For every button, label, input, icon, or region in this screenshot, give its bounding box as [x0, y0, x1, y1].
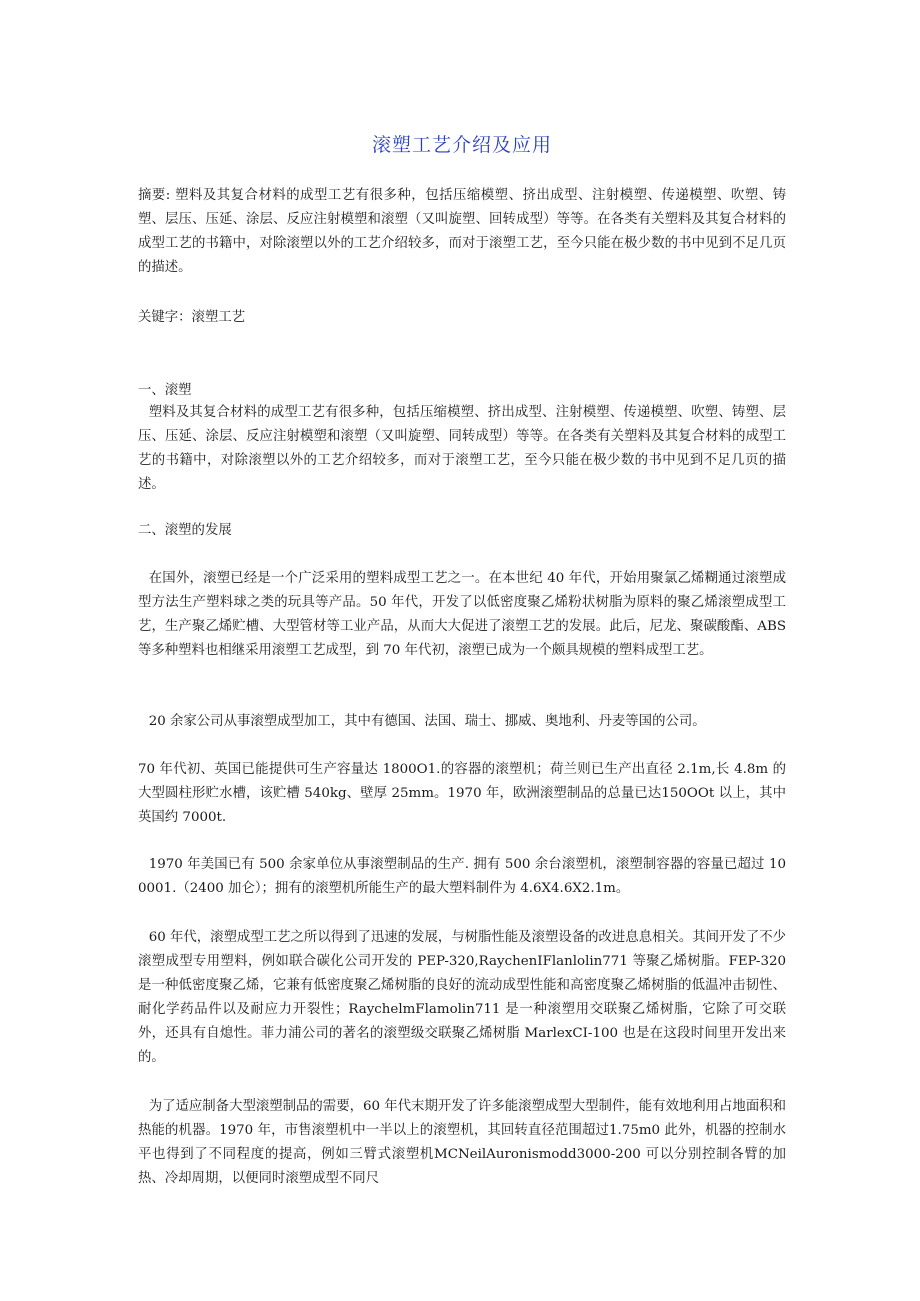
section-1-paragraph: 塑料及其复合材料的成型工艺有很多种，包括压缩模塑、挤出成型、注射模塑、传递模塑、吹塑、铸塑、层压、压延、涂层、反应注射模塑和滚塑（又叫旋塑、同转成型）等等。在各类有关塑料及其复合材料的成型工艺的书籍中，对除滚塑以外的工艺介绍较多，而对于滚塑工艺，至今只能在极少数的书中见到不足几页的描述。 — [138, 405, 786, 492]
development-paragraph-1: 在国外，滚塑已经是一个广泛采用的塑料成型工艺之一。在本世纪 40 年代，开始用聚氯乙烯糊通过滚塑成型方法生产塑料球之类的玩具等产品。50 年代，开发了以低密度聚乙烯粉状树脂为原料的聚乙烯滚塑成型工艺，生产聚乙烯贮槽、大型管材等工业产品，从而大大促进了滚塑工艺的发展。此后，尼龙、聚碳酸酯、ABS 等多种塑料也相继采用滚塑工艺成型，到 70 年代初，滚塑已成为一个颇具规模的塑料成型工艺。 — [138, 571, 786, 658]
section-heading-1: 一、滚塑 — [138, 383, 192, 398]
keywords-line: 关键字：滚塑工艺 — [138, 310, 246, 325]
abstract-paragraph: 摘要: 塑料及其复合材料的成型工艺有很多种，包括压缩模塑、挤出成型、注射模塑、传递模塑、吹塑、铸塑、层压、压延、涂层、反应注射模塑和滚塑（又叫旋塑、回转成型）等等。在各类有关塑料及其复合材料的成型工艺的书籍中，对除滚塑以外的工艺介绍较多，而对于滚塑工艺，至今只能在极少数的书中见到不足几页的描述。 — [138, 188, 786, 275]
development-paragraph-4: 1970 年美国已有 500 余家单位从事滚塑制品的生产. 拥有 500 余台滚塑机，滚塑制容器的容量已超过 100001.（2400 加仑）；拥有的滚塑机所能生产的最大塑料制件为 4.6X4.6X2.1m。 — [138, 857, 786, 896]
section-heading-2: 二、滚塑的发展 — [138, 523, 232, 538]
document-title: 滚塑工艺介绍及应用 — [371, 134, 552, 156]
development-paragraph-3: 70 年代初、英国已能提供可生产容量达 1800O1.的容器的滚塑机；荷兰则已生产出直径 2.1m,长 4.8m 的大型圆柱形贮水槽，该贮槽 540kg、壁厚 25mm。1970 年，欧洲滚塑制品的总量已达150OOt 以上，其中英国约 7000t. — [138, 762, 786, 825]
development-paragraph-2: 20 余家公司从事滚塑成型加工，其中有德国、法国、瑞士、挪威、奥地利、丹麦等国的公司。 — [148, 714, 706, 729]
development-paragraph-6: 为了适应制备大型滚塑制品的需要，60 年代末期开发了许多能滚塑成型大型制件，能有效地利用占地面积和热能的机器。1970 年，市售滚塑机中一半以上的滚塑机，其回转直径范围超过1.75m0 此外，机器的控制水平也得到了不同程度的提高，例如三臂式滚塑机MCNeilAuronismodd3000-200 可以分别控制各臂的加热、冷却周期，以便同时滚塑成型不同尺 — [138, 1099, 786, 1186]
development-paragraph-5: 60 年代，滚塑成型工艺之所以得到了迅速的发展，与树脂性能及滚塑设备的改进息息相关。其间开发了不少滚塑成型专用塑料，例如联合碳化公司开发的 PEP-320,RaychenIFlanlolin771 等聚乙烯树脂。FEP-320 是一种低密度聚乙烯，它兼有低密度聚乙烯树脂的良好的流动成型性能和高密度聚乙烯树脂的低温冲击韧性、耐化学药品件以及耐应力开裂性；RaychelmFlamolin711 是一种滚塑用交联聚乙烯树脂，它除了可交联外，还具有自熄性。菲力浦公司的著名的滚塑级交联聚乙烯树脂 MarlexCI-100 也是在这段时间里开发出来的。 — [138, 930, 786, 1065]
